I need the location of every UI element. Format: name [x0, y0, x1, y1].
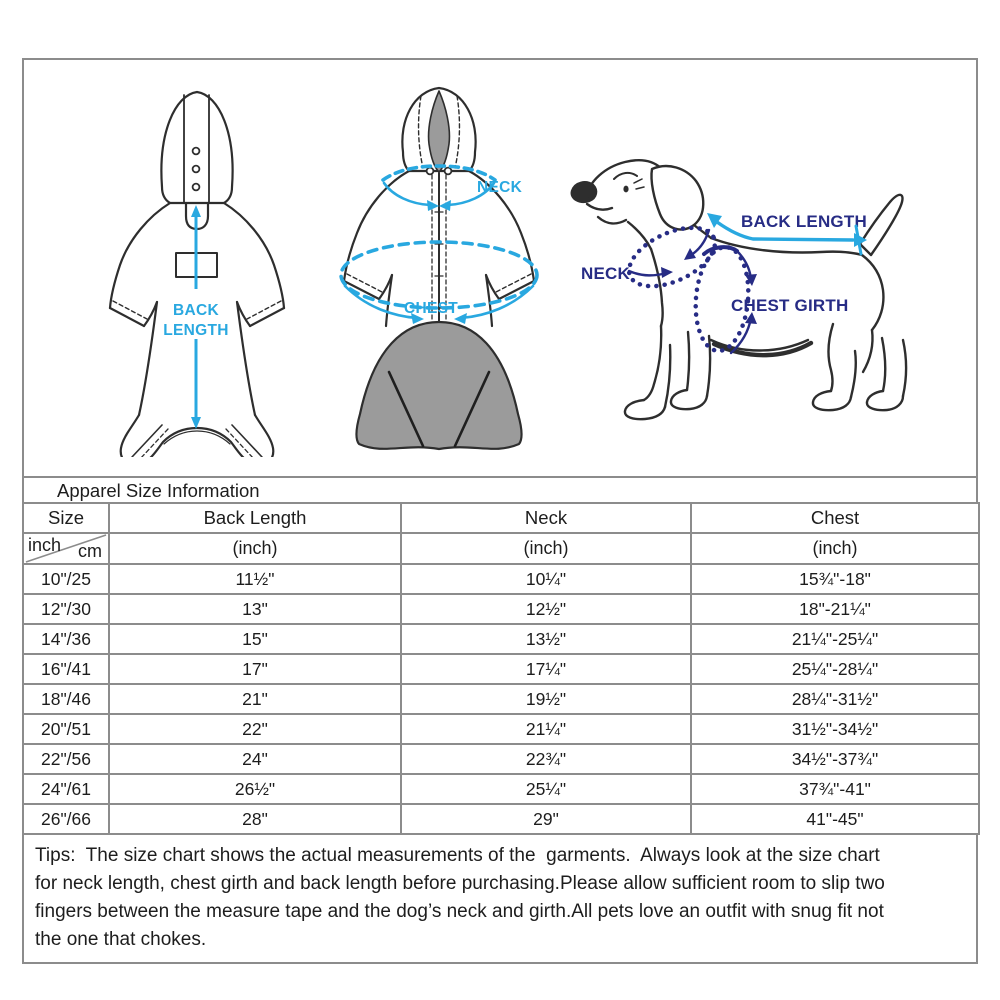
back-length-label: BACK LENGTH	[741, 212, 867, 231]
chest-cell: 18"-21¼"	[691, 594, 979, 624]
back-length-cell: 28"	[109, 804, 401, 834]
chest-label: CHEST	[403, 300, 459, 317]
illustration-panel	[22, 58, 978, 478]
table-row	[23, 714, 979, 744]
back-length-cell: 26½"	[109, 774, 401, 804]
dog-measurement-illustration	[557, 127, 987, 467]
unit-label: (inch)	[109, 533, 401, 564]
chest-cell: 28¼"-31½"	[691, 684, 979, 714]
unit-label: (inch)	[691, 533, 979, 564]
table-row	[23, 744, 979, 774]
chest-cell: 25¼"-28¼"	[691, 654, 979, 684]
back-length-cell: 11½"	[109, 564, 401, 594]
raincoat-front-view-illustration	[327, 84, 552, 456]
table-header-row	[23, 503, 979, 533]
neck-cell: 21¼"	[401, 714, 691, 744]
size-cell: 24"/61	[23, 774, 109, 804]
col-header-chest: Chest	[691, 503, 979, 533]
tips-line: the one that chokes.	[35, 929, 207, 950]
col-header-neck: Neck	[401, 503, 691, 533]
chest-girth-label: CHEST GIRTH	[731, 296, 849, 315]
hood-eyelet	[193, 148, 200, 155]
table-row	[23, 564, 979, 594]
cord-toggle	[445, 168, 452, 175]
dog-ear	[651, 166, 703, 229]
neck-cell: 29"	[401, 804, 691, 834]
dog-eye	[623, 186, 628, 193]
table-title: Apparel Size Information	[22, 476, 978, 504]
size-cell: 20"/51	[23, 714, 109, 744]
col-header-size: Size	[23, 503, 109, 533]
back-length-cell: 24"	[109, 744, 401, 774]
tips-line: fingers between the measure tape and the dog’s neck and girth.All pets love an outfit with snug fit not	[35, 901, 884, 922]
size-unit-cell	[23, 533, 109, 564]
cord-toggle	[427, 168, 434, 175]
table-row	[23, 804, 979, 834]
table-row	[23, 624, 979, 654]
raincoat-back-view-illustration	[102, 87, 297, 457]
size-table	[22, 502, 980, 835]
table-units-row	[23, 533, 979, 564]
neck-cell: 25¼"	[401, 774, 691, 804]
hood-eyelet	[193, 166, 200, 173]
chest-cell: 31½"-34½"	[691, 714, 979, 744]
tips-line: for neck length, chest girth and back length before purchasing.Please allow sufficient room to slip two	[35, 873, 885, 894]
back-length-cell: 13"	[109, 594, 401, 624]
back-length-label: BACK	[173, 302, 219, 319]
back-length-cell: 22"	[109, 714, 401, 744]
back-length-cell: 15"	[109, 624, 401, 654]
neck-cell: 10¼"	[401, 564, 691, 594]
size-cell: 16"/41	[23, 654, 109, 684]
unit-cm: cm	[78, 541, 102, 561]
back-length-cell: 17"	[109, 654, 401, 684]
dog-outline	[572, 160, 906, 419]
table-row	[23, 594, 979, 624]
chest-cell: 21¼"-25¼"	[691, 624, 979, 654]
hood-eyelet	[193, 184, 200, 191]
table-row	[23, 654, 979, 684]
belly-panel	[356, 322, 521, 449]
neck-cell: 13½"	[401, 624, 691, 654]
size-cell: 18"/46	[23, 684, 109, 714]
chest-cell: 37¾"-41"	[691, 774, 979, 804]
neck-cell: 17¼"	[401, 654, 691, 684]
unit-inch: inch	[28, 535, 62, 555]
size-cell: 22"/56	[23, 744, 109, 774]
back-length-cell: 21"	[109, 684, 401, 714]
neck-label: NECK	[477, 179, 523, 196]
unit-label: (inch)	[401, 533, 691, 564]
size-cell: 14"/36	[23, 624, 109, 654]
col-header-back-length: Back Length	[109, 503, 401, 533]
neck-label: NECK	[581, 264, 630, 283]
back-length-label: LENGTH	[163, 322, 229, 339]
neck-cell: 22¾"	[401, 744, 691, 774]
size-cell: 12"/30	[23, 594, 109, 624]
neck-cell: 19½"	[401, 684, 691, 714]
sheet	[22, 58, 978, 964]
chest-cell: 41"-45"	[691, 804, 979, 834]
size-cell: 10"/25	[23, 564, 109, 594]
size-cell: 26"/66	[23, 804, 109, 834]
tips-box	[22, 833, 978, 964]
tips-line: Tips: The size chart shows the actual measurements of the garments. Always look at the size chart	[35, 845, 880, 866]
chest-cell: 15¾"-18"	[691, 564, 979, 594]
neck-cell: 12½"	[401, 594, 691, 624]
chest-cell: 34½"-37¾"	[691, 744, 979, 774]
table-row	[23, 684, 979, 714]
table-row	[23, 774, 979, 804]
